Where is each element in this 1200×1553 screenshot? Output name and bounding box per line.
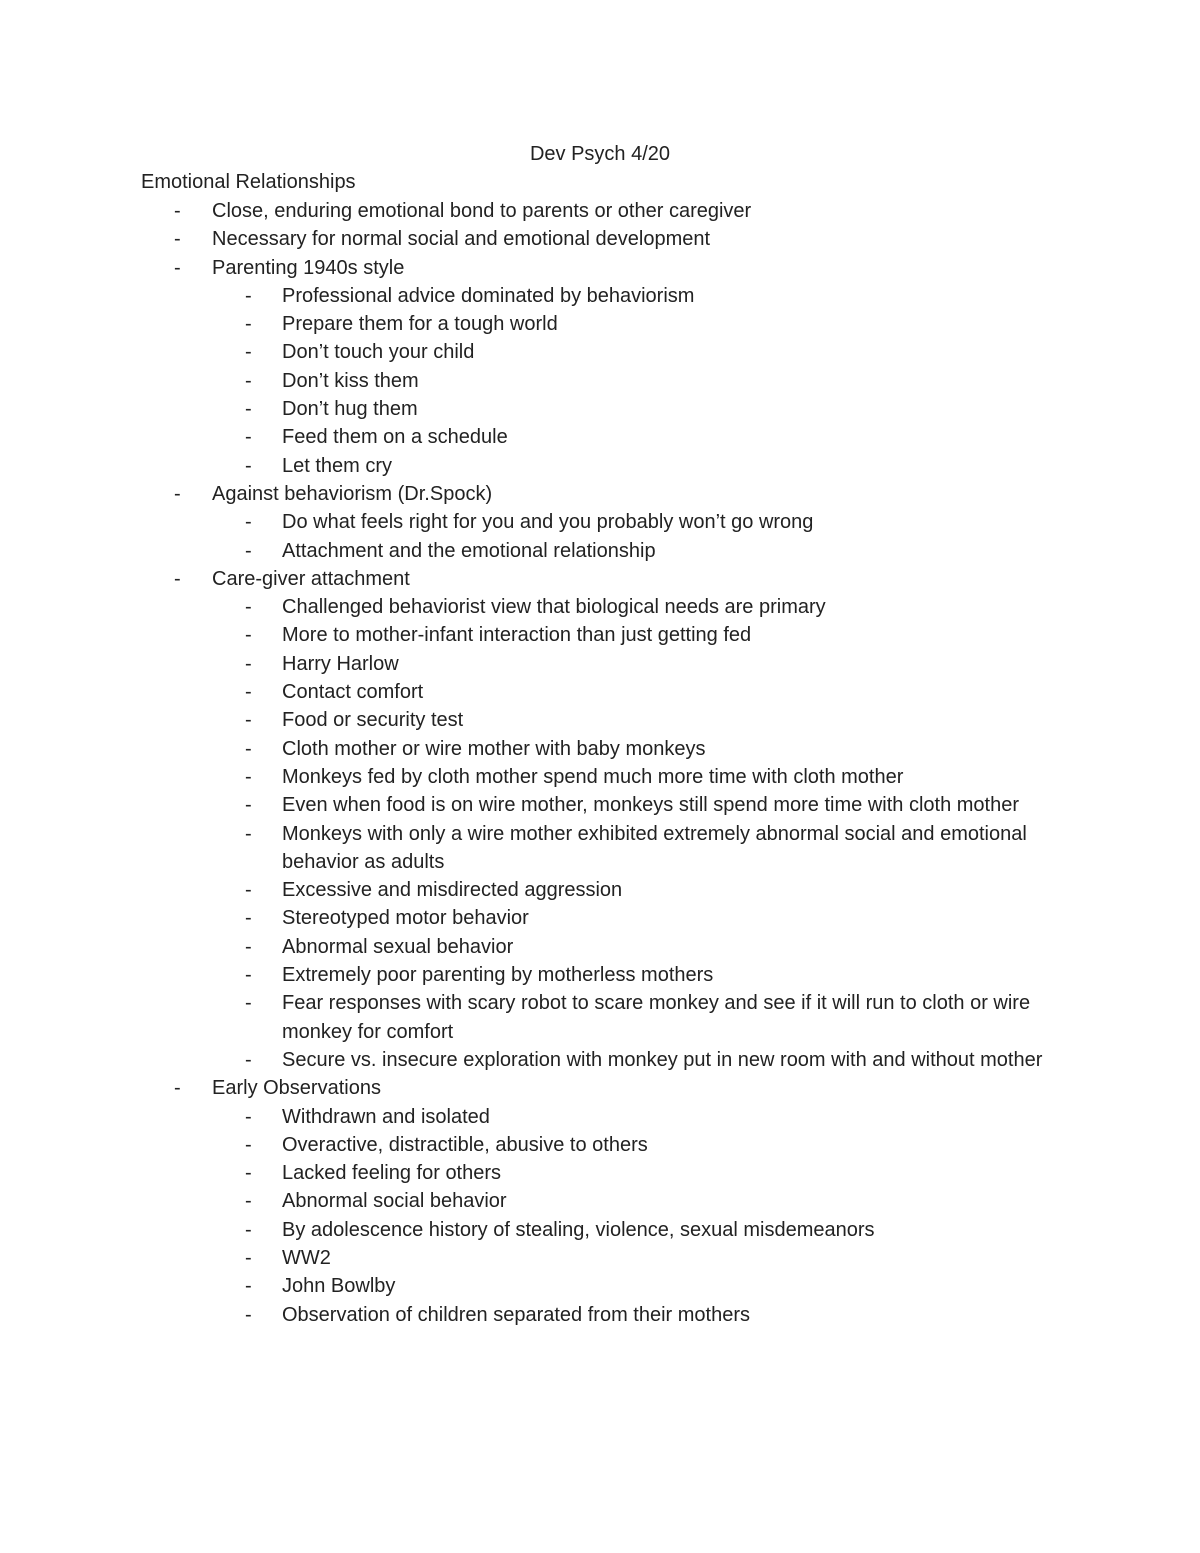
bullet-text: Even when food is on wire mother, monkeys still spend more time with cloth mother: [282, 794, 1019, 817]
bullet-text: Cloth mother or wire mother with baby monkeys: [282, 737, 706, 760]
bullet-text: Early Observations: [212, 1077, 381, 1100]
bullet-text: Attachment and the emotional relationship: [282, 539, 656, 562]
bullet-dash: -: [245, 1190, 252, 1213]
bullet-dash: -: [245, 369, 252, 392]
bullet-text: Contact comfort: [282, 681, 424, 704]
bullet-text: Prepare them for a tough world: [282, 313, 558, 336]
bullet-text: Don’t touch your child: [282, 341, 475, 364]
sub-bullet-item: [0, 650, 1200, 678]
bullet-text: Food or security test: [282, 709, 464, 732]
bullet-dash: -: [245, 907, 252, 930]
bullet-outline: [0, 197, 1200, 1329]
bullet-text: Necessary for normal social and emotional development: [212, 228, 711, 251]
bullet-dash: -: [245, 313, 252, 336]
sub-bullet-item: [0, 989, 1200, 1046]
bullet-item: [0, 565, 1200, 593]
bullet-text: Care-giver attachment: [212, 567, 410, 590]
bullet-dash: -: [174, 200, 181, 222]
bullet-dash: -: [245, 1246, 252, 1269]
bullet-dash: -: [245, 624, 252, 647]
sub-bullet-item: [0, 1103, 1200, 1131]
bullet-text: Professional advice dominated by behaviorism: [282, 284, 695, 307]
sub-bullet-item: [0, 820, 1200, 877]
bullet-dash: -: [174, 1077, 181, 1100]
sub-bullet-item: [0, 537, 1200, 565]
sub-bullet-item: [0, 621, 1200, 649]
bullet-dash: -: [245, 1303, 252, 1326]
bullet-dash: -: [245, 765, 252, 788]
bullet-text: Parenting 1940s style: [212, 256, 405, 279]
bullet-dash: -: [245, 1105, 252, 1128]
sub-bullet-item: [0, 904, 1200, 932]
bullet-dash: -: [245, 341, 252, 364]
bullet-text: Do what feels right for you and you probably won’t go wrong: [282, 511, 814, 534]
bullet-text: Monkeys with only a wire mother exhibited extremely abnormal social and emotional behavior as adults: [282, 822, 1027, 873]
bullet-item: [0, 197, 1200, 225]
sub-bullet-item: [0, 706, 1200, 734]
bullet-text: Against behaviorism (Dr.Spock): [212, 482, 493, 505]
sub-bullet-item: [0, 423, 1200, 451]
sub-bullet-item: [0, 933, 1200, 961]
sub-bullet-item: [0, 876, 1200, 904]
sub-bullet-item: [0, 310, 1200, 338]
bullet-dash: -: [245, 1162, 252, 1185]
sub-bullet-item: [0, 508, 1200, 536]
bullet-item: [0, 480, 1200, 508]
bullet-text: Extremely poor parenting by motherless mothers: [282, 964, 714, 987]
bullet-dash: -: [245, 398, 252, 421]
bullet-dash: -: [245, 879, 252, 902]
bullet-dash: -: [245, 737, 252, 760]
bullet-text: Abnormal social behavior: [282, 1190, 507, 1213]
sub-bullet-item: [0, 282, 1200, 310]
bullet-text: More to mother-infant interaction than just getting fed: [282, 624, 752, 647]
bullet-text: John Bowlby: [282, 1275, 396, 1298]
sub-bullet-item: [0, 1272, 1200, 1300]
bullet-dash: -: [245, 822, 252, 845]
bullet-text: Don’t kiss them: [282, 369, 419, 392]
bullet-dash: -: [245, 1048, 252, 1071]
sub-bullet-item: [0, 1244, 1200, 1272]
sub-bullet-item: [0, 763, 1200, 791]
sub-bullet-item: [0, 1131, 1200, 1159]
bullet-dash: -: [174, 482, 181, 505]
bullet-text: Observation of children separated from their mothers: [282, 1303, 750, 1326]
bullet-text: Stereotyped motor behavior: [282, 907, 529, 930]
bullet-text: Don’t hug them: [282, 398, 418, 421]
bullet-text: Overactive, distractible, abusive to others: [282, 1133, 648, 1156]
bullet-text: Close, enduring emotional bond to parents or other caregiver: [212, 200, 752, 222]
sub-bullet-item: [0, 961, 1200, 989]
bullet-dash: -: [245, 1218, 252, 1241]
bullet-text: Lacked feeling for others: [282, 1162, 502, 1185]
bullet-text: Secure vs. insecure exploration with monkey put in new room with and without mother: [282, 1048, 1043, 1071]
bullet-dash: -: [245, 426, 252, 449]
bullet-dash: -: [174, 567, 181, 590]
sub-bullet-item: [0, 1187, 1200, 1215]
bullet-dash: -: [245, 596, 252, 619]
sub-bullet-item: [0, 1046, 1200, 1074]
sub-bullet-item: [0, 1301, 1200, 1329]
sub-bullet-item: [0, 452, 1200, 480]
bullet-dash: -: [245, 992, 252, 1015]
sub-bullet-item: [0, 395, 1200, 423]
bullet-text: Abnormal sexual behavior: [282, 935, 514, 958]
sub-bullet-item: [0, 1159, 1200, 1187]
bullet-dash: -: [245, 652, 252, 675]
bullet-dash: -: [245, 284, 252, 307]
bullet-text: WW2: [282, 1246, 331, 1269]
bullet-item: [0, 254, 1200, 282]
sub-bullet-item: [0, 1216, 1200, 1244]
bullet-text: Withdrawn and isolated: [282, 1105, 490, 1128]
bullet-text: By adolescence history of stealing, violence, sexual misdemeanors: [282, 1218, 875, 1241]
bullet-dash: -: [174, 228, 181, 251]
bullet-item: [0, 1074, 1200, 1102]
bullet-dash: -: [245, 539, 252, 562]
bullet-dash: -: [245, 794, 252, 817]
bullet-dash: -: [245, 709, 252, 732]
bullet-dash: -: [245, 964, 252, 987]
bullet-text: Challenged behaviorist view that biological needs are primary: [282, 596, 826, 619]
bullet-text: Excessive and misdirected aggression: [282, 879, 623, 902]
bullet-text: Let them cry: [282, 454, 393, 477]
sub-bullet-item: [0, 678, 1200, 706]
bullet-text: Monkeys fed by cloth mother spend much more time with cloth mother: [282, 765, 904, 788]
document-title: Dev Psych 4/20: [529, 143, 671, 165]
bullet-dash: -: [245, 511, 252, 534]
bullet-dash: -: [245, 681, 252, 704]
sub-bullet-item: [0, 367, 1200, 395]
bullet-dash: -: [245, 454, 252, 477]
bullet-item: [0, 225, 1200, 253]
sub-bullet-item: [0, 735, 1200, 763]
sub-bullet-item: [0, 593, 1200, 621]
bullet-dash: -: [174, 256, 181, 279]
bullet-text: Feed them on a schedule: [282, 426, 508, 449]
bullet-text: Fear responses with scary robot to scare monkey and see if it will run to cloth or wire monkey for comfort: [282, 992, 1031, 1043]
bullet-text: Harry Harlow: [282, 652, 399, 675]
bullet-dash: -: [245, 935, 252, 958]
section-heading: Emotional Relationships: [141, 171, 356, 193]
sub-bullet-item: [0, 791, 1200, 819]
bullet-dash: -: [245, 1275, 252, 1298]
bullet-dash: -: [245, 1133, 252, 1156]
sub-bullet-item: [0, 338, 1200, 366]
